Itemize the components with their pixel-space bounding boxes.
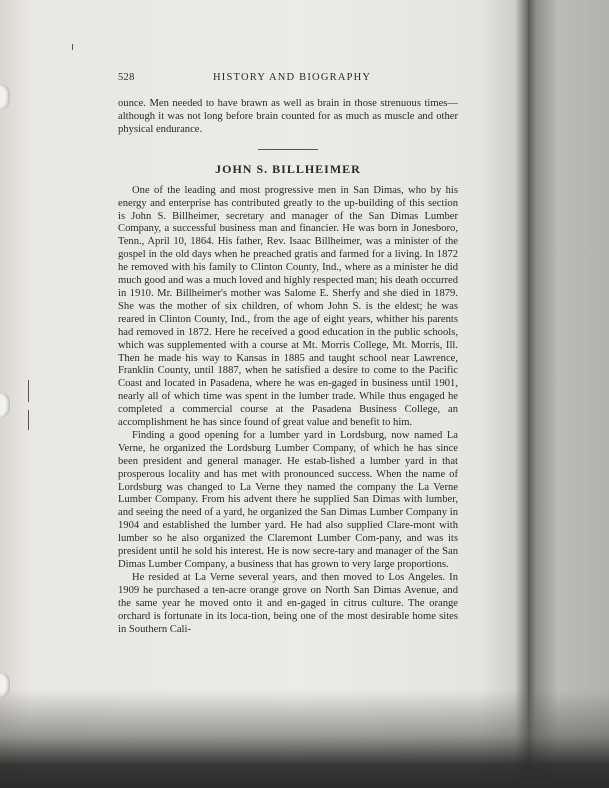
book-page (118, 70, 458, 636)
body-paragraph: He resided at La Verne several years, and then moved to Los Angeles. In 1909 he purchased a ten-acre orange grove on North San Dimas Avenue, and the same year he moved onto it and en-gaged in citrus culture. The orange orchard is fortunate in its loca-tion, being one of the most desirable home sites in Southern Cali- (118, 571, 458, 635)
margin-mark (28, 380, 29, 402)
facing-page-edge (528, 0, 609, 788)
lead-paragraph: ounce. Men needed to have brawn as well as brain in those strenuous times—although it was not long before brain counted for as much as muscle and other physical endurance. (118, 98, 458, 135)
margin-mark (72, 44, 73, 50)
running-head (118, 70, 458, 88)
body-paragraph: Finding a good opening for a lumber yard in Lordsburg, now named La Verne, he organized the Lordsburg Lumber Company, of which he has since been president and general manager. He estab-lished a lumber yard in that prosperous locality and has met with pronounced success. When the name of Lordsburg was changed to La Verne they named the company the La Verne Lumber Company. From his advent there he supplied San Dimas with lumber, and seeing the need of a yard, he organized the San Dimas Lumber Company in 1904 and established the lumber yard. He had also supplied Clare-mont with lumber so he also organized the Claremont Lumber Com-pany, and was its president until he sold his interest. He is now secre-tary and manager of the San Dimas Lumber Company, a business that has grown to very large proportions. (118, 429, 458, 570)
running-title: HISTORY AND BIOGRAPHY (213, 72, 372, 83)
scan-shadow (0, 690, 609, 788)
page-number: 528 (118, 72, 135, 83)
section-divider (258, 149, 318, 150)
binder-hole (0, 392, 10, 418)
binder-hole (0, 84, 10, 110)
body-paragraph: One of the leading and most progressive men in San Dimas, who by his energy and enterprise has contributed greatly to the up-building of this section is John S. Billheimer, secretary and manager of the San Dimas Lumber Company, a successful business man and financier. He was born in Jonesboro, Tenn., April 10, 1864. His father, Rev. Isaac Billheimer, was a minister of the gospel in the old days when he preached gratis and farmed for a living. In 1872 he removed with his family to Clinton County, Ind., where as a minister he did much good and was a much loved and highly respected man; his death occurred in 1910. Mr. Billheimer's mother was Salome E. Sherfy and she died in 1879. She was the mother of six children, of whom John S. is the eldest; he was reared in Clinton County, Ind., from the age of eight years, whither his parents had removed in 1872. Here he received a good education in the public schools, which was supplemented with a course at Mt. Morris College, Mt. Morris, Ill. Then he made his way to Kansas in 1885 and taught school near Lawrence, Franklin County, until 1887, when he satisfied a desire to come to the Pacific Coast and located in Pasadena, where he was en-gaged in business until 1901, nearly all of which time was spent in the lumber trade. While thus engaged he completed a commercial course at the Pasadena Business College, an accomplishment he has since found of great value and benefit to him. (118, 184, 458, 429)
margin-mark (28, 410, 29, 430)
section-title: JOHN S. BILLHEIMER (215, 161, 361, 176)
